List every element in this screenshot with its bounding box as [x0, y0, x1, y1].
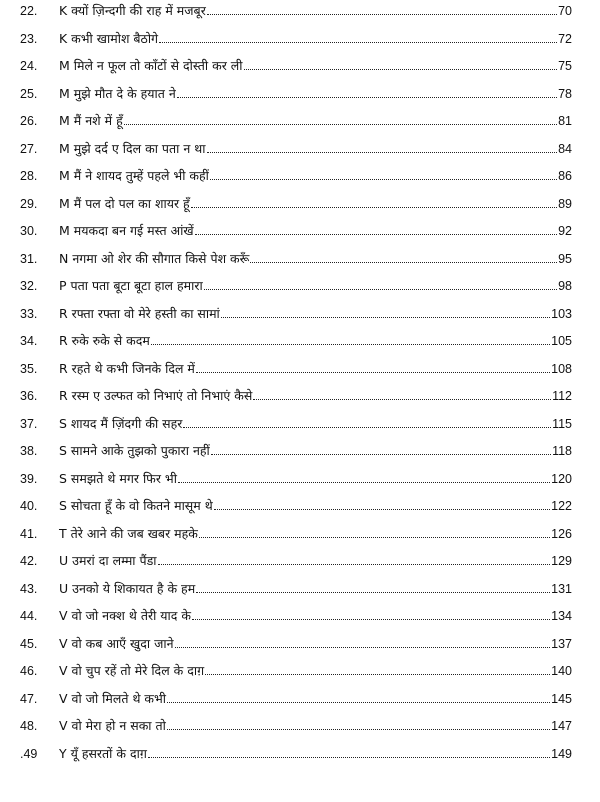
entry-title: M मिले न फूल तो काँटों से दोस्ती कर ली: [59, 58, 243, 73]
toc-entry: [0, 660, 600, 680]
dot-leader: [196, 372, 550, 373]
entry-title: Y यूँ हसरतों के दाग़: [59, 745, 147, 761]
entry-number: .49: [20, 746, 38, 761]
entry-line: [59, 472, 572, 486]
entry-line: [59, 444, 572, 458]
dot-leader: [210, 179, 557, 180]
entry-number: 29.: [20, 196, 38, 211]
entry-title: S सामने आके तुझको पुकारा नहीं: [59, 443, 210, 458]
entry-line: [59, 197, 572, 211]
toc-entry: [0, 110, 600, 130]
toc-entry: [0, 468, 600, 488]
dot-leader: [196, 592, 550, 593]
entry-page-number: 145: [551, 691, 572, 706]
entry-number: 40.: [20, 499, 38, 513]
entry-title: R रुके रुके से कदम: [59, 333, 150, 348]
entry-line: [59, 554, 572, 568]
entry-line: [59, 582, 572, 596]
entry-line: [59, 389, 572, 403]
toc-entry: [0, 550, 600, 570]
entry-title: M मैं पल दो पल का शायर हूँ: [59, 195, 190, 211]
entry-number: 27.: [20, 141, 38, 156]
entry-line: [59, 692, 572, 706]
dot-leader: [244, 69, 558, 70]
entry-number: 44.: [20, 609, 38, 623]
entry-page-number: 118: [552, 444, 572, 458]
toc-entry: [0, 633, 600, 653]
entry-line: [59, 664, 572, 678]
entry-number: 41.: [20, 526, 38, 541]
entry-number: 25.: [20, 86, 38, 101]
toc-entry: [0, 413, 600, 433]
entry-title: M मुझे दर्द ए दिल का पता न था: [59, 140, 206, 156]
entry-title: U उमरां दा लम्मा पैंडा: [59, 553, 157, 568]
entry-title: M मैं ने शायद तुम्हें पहले भी कहीं: [59, 168, 209, 183]
entry-title: T तेरे आने की जब खबर महके: [59, 525, 198, 541]
dot-leader: [211, 454, 551, 455]
dot-leader: [167, 702, 550, 703]
toc-entry: [0, 303, 600, 323]
dot-leader: [199, 537, 550, 538]
dot-leader: [158, 564, 551, 565]
entry-page-number: 92: [558, 224, 572, 238]
entry-page-number: 120: [551, 471, 572, 486]
toc-entry: [0, 330, 600, 350]
entry-page-number: 78: [558, 86, 572, 101]
entry-page-number: 149: [551, 746, 572, 761]
entry-page-number: 103: [551, 306, 572, 321]
entry-page-number: 131: [551, 581, 572, 596]
entry-page-number: 75: [558, 59, 572, 73]
entry-number: 42.: [20, 554, 38, 568]
entry-page-number: 140: [551, 664, 572, 678]
entry-number: 36.: [20, 389, 38, 403]
entry-title: R रहते थे कभी जिनके दिल में: [59, 360, 195, 376]
dot-leader: [253, 399, 551, 400]
entry-line: [59, 609, 572, 623]
entry-line: [59, 87, 572, 101]
dot-leader: [175, 647, 551, 648]
toc-entry: [0, 83, 600, 103]
entry-title: V वो कब आएँ खुदा जाने: [59, 635, 174, 651]
entry-title: V वो जो नक्श थे तेरी याद के: [59, 608, 191, 623]
entry-number: 32.: [20, 279, 38, 293]
dot-leader: [207, 152, 558, 153]
entry-title: N नगमा ओ शेर की सौगात किसे पेश करूँ: [59, 250, 250, 266]
dot-leader: [214, 509, 550, 510]
entry-page-number: 122: [551, 499, 572, 513]
toc-entry: [0, 743, 600, 763]
entry-page-number: 86: [558, 169, 572, 183]
entry-number: 37.: [20, 416, 38, 431]
dot-leader: [195, 234, 558, 235]
entry-page-number: 72: [558, 31, 572, 46]
toc-entry: [0, 605, 600, 625]
entry-title: S सोचता हूँ के वो कितने मासूम थे: [59, 498, 213, 513]
entry-line: [59, 279, 572, 293]
toc-entry: [0, 248, 600, 268]
entry-title: M मुझे मौत दे के हयात ने: [59, 85, 176, 101]
entry-line: [59, 527, 572, 541]
toc-entry: [0, 440, 600, 460]
dot-leader: [167, 729, 550, 730]
dot-leader: [204, 289, 557, 290]
entry-page-number: 81: [558, 114, 572, 128]
entry-title: V वो चुप रहें तो मेरे दिल के दाग़: [59, 663, 205, 678]
toc-entry: [0, 688, 600, 708]
dot-leader: [191, 207, 557, 208]
toc-entry: [0, 358, 600, 378]
entry-line: [59, 334, 572, 348]
entry-page-number: 129: [551, 554, 572, 568]
entry-number: 34.: [20, 334, 38, 348]
toc-entry: [0, 220, 600, 240]
entry-line: [59, 417, 572, 431]
entry-number: 28.: [20, 169, 38, 183]
entry-page-number: 137: [551, 636, 572, 651]
entry-number: 45.: [20, 636, 38, 651]
entry-number: 31.: [20, 251, 38, 266]
entry-number: 38.: [20, 444, 38, 458]
entry-number: 23.: [20, 31, 38, 46]
entry-title: K क्यों ज़िन्दगी की राह में मजबूर: [59, 3, 206, 18]
entry-page-number: 134: [551, 609, 572, 623]
entry-line: [59, 499, 572, 513]
entry-line: [59, 637, 572, 651]
dot-leader: [124, 124, 557, 125]
toc-entry: [0, 523, 600, 543]
entry-number: 43.: [20, 581, 38, 596]
toc-entry: [0, 28, 600, 48]
entry-page-number: 108: [551, 361, 572, 376]
dot-leader: [183, 427, 551, 428]
entry-number: 22.: [20, 4, 38, 18]
entry-number: 48.: [20, 719, 38, 733]
entry-title: K कभी खामोश बैठोगे: [59, 30, 159, 46]
dot-leader: [178, 482, 550, 483]
toc-entry: [0, 275, 600, 295]
dot-leader: [221, 317, 550, 318]
entry-number: 33.: [20, 306, 38, 321]
entry-line: [59, 32, 572, 46]
entry-number: 26.: [20, 114, 38, 128]
entry-line: [59, 169, 572, 183]
toc-entry: [0, 55, 600, 75]
toc-entry: [0, 193, 600, 213]
toc-entry: [0, 138, 600, 158]
entry-line: [59, 719, 572, 733]
entry-page-number: 112: [552, 389, 572, 403]
dot-leader: [207, 14, 557, 15]
entry-line: [59, 252, 572, 266]
toc-entry: [0, 578, 600, 598]
entry-title: M मयकदा बन गई मस्त आंखें: [59, 223, 194, 238]
entry-line: [59, 4, 572, 18]
entry-number: 30.: [20, 224, 38, 238]
toc-entry: [0, 385, 600, 405]
entry-title: U उनको ये शिकायत है के हम: [59, 580, 196, 596]
entry-title: V वो मेरा हो न सका तो: [59, 718, 166, 733]
dot-leader: [205, 674, 550, 675]
entry-title: V वो जो मिलते थे कभी: [59, 690, 167, 706]
entry-line: [59, 142, 572, 156]
entry-page-number: 98: [558, 279, 572, 293]
entry-number: 39.: [20, 471, 38, 486]
entry-line: [59, 307, 572, 321]
entry-title: P पता पता बूटा बूटा हाल हमारा: [59, 278, 203, 293]
entry-title: S समझते थे मगर फिर भी: [59, 470, 177, 486]
toc-entry: [0, 495, 600, 515]
entry-line: [59, 114, 572, 128]
dot-leader: [148, 757, 550, 758]
entry-title: M मैं नशे में हूँ: [59, 113, 123, 128]
entry-number: 46.: [20, 664, 38, 678]
toc-entry: [0, 0, 600, 20]
dot-leader: [159, 42, 557, 43]
entry-line: [59, 224, 572, 238]
entry-page-number: 84: [558, 141, 572, 156]
entry-title: R रफ्ता रफ्ता वो मेरे हस्ती का सामां: [59, 305, 220, 321]
entry-page-number: 89: [558, 196, 572, 211]
entry-line: [59, 59, 572, 73]
toc-entry: [0, 715, 600, 735]
entry-number: 47.: [20, 691, 38, 706]
entry-page-number: 126: [551, 526, 572, 541]
entry-page-number: 105: [551, 334, 572, 348]
entry-line: [59, 362, 572, 376]
entry-line: [59, 747, 572, 761]
entry-title: R रस्म ए उल्फत को निभाएं तो निभाएं कैसे: [59, 388, 253, 403]
entry-number: 35.: [20, 361, 38, 376]
dot-leader: [177, 97, 557, 98]
dot-leader: [250, 262, 557, 263]
dot-leader: [192, 619, 550, 620]
dot-leader: [151, 344, 550, 345]
entry-page-number: 147: [551, 719, 572, 733]
entry-page-number: 115: [552, 416, 572, 431]
toc-entry: [0, 165, 600, 185]
entry-page-number: 70: [558, 4, 572, 18]
entry-page-number: 95: [558, 251, 572, 266]
entry-title: S शायद मैं ज़िंदगी की सहर: [59, 415, 183, 431]
entry-number: 24.: [20, 59, 38, 73]
